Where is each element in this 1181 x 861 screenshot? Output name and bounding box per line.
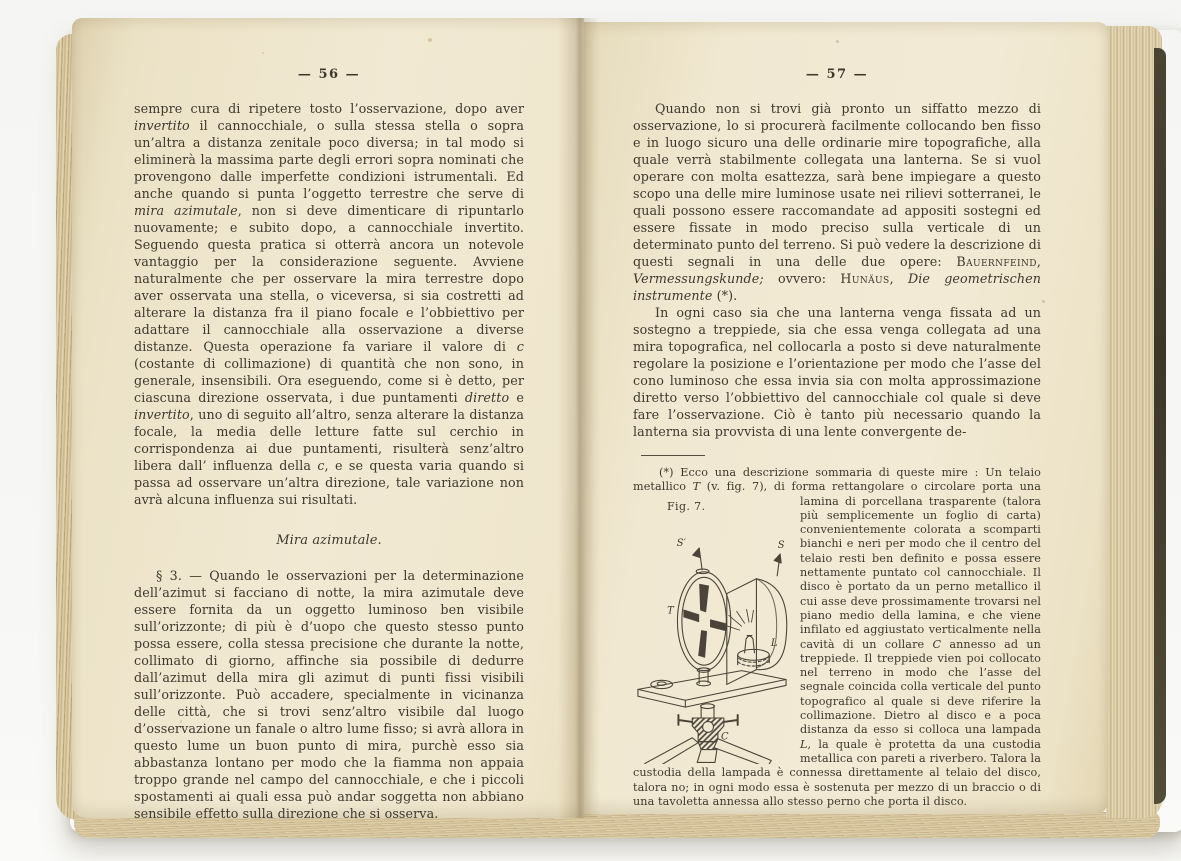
page-57-text-column bbox=[633, 66, 1041, 809]
figure-label-c: C bbox=[721, 731, 729, 743]
figure-label-t: T bbox=[667, 605, 674, 617]
text-segment: Die geometrischen instrumente bbox=[633, 271, 1041, 303]
text-segment: T bbox=[692, 480, 701, 494]
text-segment: Quando non si trovi già pronto un siffatto mezzo di osservazione, lo si procurerà facilmente collocando ben fisso e in luogo sicuro una delle ordinarie mire topografiche, alla quale verrà stabilmente collegata una lanterna. Se si vuol operare con molta esattezza, sarà bene impiegare a questo scopo una delle mire luminose usate nei rilievi sotterranei, le quali possono essere raccomandate ad appositi sostegni ed essere fissate in modo preciso sulla verticale di un determinato punto del terreno. Si può vedere la descrizione di questi segnali in una delle due opere: bbox=[633, 101, 1041, 269]
foxing-spot bbox=[1042, 300, 1045, 303]
footnote-text bbox=[633, 466, 1041, 809]
text-segment: annesso ad un treppiede. Il treppiede vien poi collocato nel terreno in modo che l’asse del segnale coincida colla verticale del punto topografico al quale si deve riferire la collimazione. Dietro al disco e a poca distanza da esso si colloca una lampada bbox=[800, 637, 1041, 737]
text-segment: , uno di seguito all’altro, senza alterare la distanza focale, la media delle letture fatte sul cerchio in corrispondenza ai due puntamenti, risulterà senz’altro libera dall’ influenza della bbox=[134, 407, 524, 473]
text-segment: (costante di collimazione) di quantità che non sono, in generale, insensibili. Ora eseguendo, come si è detto, per ciascuna direzione osservata, i due puntamenti bbox=[134, 356, 524, 405]
figure-label-l: L bbox=[770, 637, 778, 649]
text-segment: , bbox=[889, 271, 908, 286]
text-segment: Vermessungskunde; bbox=[633, 271, 764, 286]
text-segment: mira azimutale bbox=[134, 203, 238, 218]
text-segment: L bbox=[800, 737, 808, 751]
figure-caption: Fig. 7. bbox=[667, 499, 706, 513]
text-segment: , bbox=[1036, 254, 1041, 269]
page-number-57: — 57 — bbox=[805, 67, 869, 82]
foxing-spot bbox=[836, 40, 839, 43]
text-segment: diretto bbox=[464, 390, 510, 405]
footnote-separator-rule bbox=[641, 455, 705, 456]
text-segment: , e se questa varia quando si passa ad osservare un’altra direzione, tale variazione non avrà alcuna influenza sui risultati. bbox=[134, 458, 524, 507]
text-segment: invertito bbox=[134, 118, 190, 133]
text-segment: e bbox=[509, 390, 524, 405]
text-segment: C bbox=[932, 637, 942, 651]
book-gutter-shadow bbox=[558, 18, 600, 818]
figure-label-s: S bbox=[777, 540, 785, 552]
paragraph-continuation bbox=[134, 100, 524, 508]
text-segment: il cannocchiale, o sulla stessa stella o sopra un’altra a distanza zenitale poco diversa; in tal modo si eliminerà la massima parte degli errori sopra nominati che provengono dalle imperfette condizioni istrumentali. Ed anche quando si punta l’oggetto terrestre che serve di bbox=[134, 118, 524, 201]
text-segment: § 3. — Quando le osservazioni per la determinazione dell’azimut si facciano di notte, la mira azimutale deve essere fornita da un oggetto luminoso ben visibile sull’orizzonte; di più è d’uopo che questo stesso punto possa essere, colla stessa precisione che durante la notte, collimato di giorno, affinche sia possibile di dedurre dall’azimut della mira gli azimut di punti fissi visibili sull’orizzonte. Può accadere, specialmente in vicinanza delle città, che si trovi senz’altro visibile dal luogo d’osservazione un fanale o altro lume fisso; si avrà allora in questo lume un buon punto di mira, purchè esso sia abbastanza lontano per modo che la fiamma non appaia troppo grande nel campo del cannocchiale, e che i piccoli spostamenti ai quali essa può andar soggetta non abbiano sensibile effetto sulla direzione che si osserva. bbox=[134, 568, 524, 821]
text-segment: Bauernfeind bbox=[956, 254, 1037, 269]
paragraph-1 bbox=[633, 100, 1041, 304]
text-segment: invertito bbox=[134, 407, 190, 422]
text-segment: (*) Ecco una descrizione sommaria di queste mire : Un telaio metallico bbox=[633, 466, 1041, 494]
text-segment: (*). bbox=[712, 288, 738, 303]
text-segment: (v. fig. 7), di forma rettangolare o circolare porta una lamina di porcellana bbox=[700, 480, 1041, 508]
text-segment: ovvero: bbox=[763, 271, 841, 286]
paragraph-section-3 bbox=[134, 567, 524, 822]
text-segment: c bbox=[317, 458, 325, 473]
figure-7-illustration bbox=[633, 514, 791, 764]
text-segment: Hunäus bbox=[840, 271, 890, 286]
text-segment: , la quale è protetta da una custodia metallica con pareti a riverbero. Talora la custodia della lampada è connessa direttamente al telaio del disco, talora no; in ogni modo essa è sostenuta per mezzo di un braccio o di una tavoletta annessa allo stesso perno che porta il disco. bbox=[633, 737, 1041, 808]
page-number-56: — 56 — bbox=[297, 67, 361, 82]
figure-label-s-prime: S′ bbox=[676, 538, 686, 550]
paragraph-2 bbox=[633, 304, 1041, 440]
text-segment: c bbox=[516, 339, 524, 354]
text-segment: In ogni caso sia che una lanterna venga fissata ad un sostegno a treppiede, sia che essa venga collegata ad una mira topografica, nel collocarla a posto si deve naturalmente regolare la posizione e l’orientazione per modo che l’asse del cono luminoso che essa invia sia con molta approssimazione diretto verso l’obbiettivo del cannocchiale col quale si deve fare l’osservazione. Ciò è tanto più necessario quando la lanterna sia provvista di una lente convergente de- bbox=[633, 305, 1041, 439]
text-segment: trasparente (talora più semplicemente un foglio di carta) convenientemente colorata a scomparti bianchi e neri per modo che il centro del telaio resti ben definito e possa essere nettamente puntato col cannocchiale. Il disco è portato da un perno metallico il cui asse deve prossimamente trovarsi nel piano medio della lamina, e che viene infilato ed aggiustato verticalmente nella cavità di un collare bbox=[800, 494, 1041, 651]
foxing-spot bbox=[428, 38, 432, 42]
page-56-text-column bbox=[134, 66, 524, 822]
book-cover-edge bbox=[1154, 48, 1166, 804]
text-segment: sempre cura di ripetere tosto l’osservazione, dopo aver bbox=[134, 101, 524, 116]
text-segment: , non si deve dimenticare di ripuntarlo nuovamente; e subito dopo, a cannocchiale invertito. Seguendo questa pratica si otterrà ancora un notevole vantaggio per la considerazione seguente. Avviene naturalmente che per osservare la mira terrestre dopo aver osservata una stella, o viceversa, si sia costretti ad alterare la distanza fra il piano focale e l’obbiettivo per adattare il cannocchiale alla osservazione a diverse distanze. Questa operazione fa variare il valore di bbox=[134, 203, 525, 354]
figure-7 bbox=[633, 498, 791, 764]
footnote bbox=[633, 466, 1041, 809]
foxing-spot bbox=[262, 52, 264, 54]
section-heading-mira-azimutale: Mira azimutale. bbox=[276, 533, 382, 548]
